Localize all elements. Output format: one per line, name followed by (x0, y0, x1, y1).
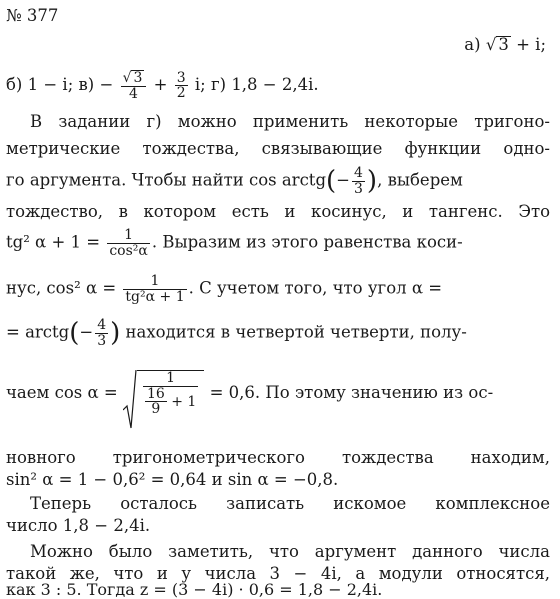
p1-line-3-fraction (352, 166, 365, 196)
p1-line-6 (6, 274, 550, 304)
answer-v2-num: 3 (176, 69, 186, 86)
answer-v-end: i; г) 1,8 − 2,4i. (194, 75, 319, 95)
p1-line-1: В задании г) можно применить некоторые тригоно- (30, 112, 550, 131)
p1-line-3-den: 3 (354, 180, 363, 197)
p3-line-2: такой же, что и у числа 3 − 4i, а модули относятся, (6, 564, 550, 583)
p1-line-5-den: cos²α (109, 242, 148, 259)
p1-line-6-fraction (123, 274, 186, 304)
p1-line-8-num: 1 (143, 371, 198, 387)
problem-number: № 377 (6, 6, 59, 25)
p1-line-5b: . Выразим из этого равенства коси- (151, 232, 463, 252)
p1-line-3-num: 4 (354, 165, 363, 181)
answer-v-fraction-2 (175, 71, 188, 101)
p1-line-10: sin² α = 1 − 0,6² = 0,64 и sin α = −0,8. (6, 470, 339, 489)
p1-line-9: новного тригонометрического тождества находим, (6, 448, 550, 467)
p1-line-7-fraction (95, 318, 108, 348)
p1-line-8 (6, 370, 550, 417)
p1-line-7: = arctg(− $\frac{4}{3}$ ) находится в четвертой четверти, полу- (6, 317, 467, 349)
answer-a-root: 3 (498, 35, 509, 54)
answer-v-plus: + (153, 75, 168, 95)
answer-a-label: а) (464, 35, 481, 54)
p1-line-5-num: 1 (107, 228, 150, 244)
p1-line-6-den: tg²α + 1 (125, 288, 185, 305)
p1-line-8a: чаем cos α = (6, 383, 118, 403)
answers-b-v-g (6, 70, 550, 101)
p1-line-8b: = 0,6. По этому значению из ос- (209, 383, 494, 403)
p1-line-8-inner-num: 16 (146, 385, 165, 402)
radical-sign (123, 370, 137, 430)
p1-line-5 (6, 228, 550, 258)
p3-line-3: как 3 : 5. Тогда z = (3 − 4i) · 0,6 = 1,8 − 2,4i. (6, 580, 383, 599)
p1-line-8-sqrt (123, 370, 204, 417)
p1-line-5-fraction (107, 228, 150, 258)
p1-line-3: го аргумента. Чтобы найти cos arctg(− $\frac{4}{3}$ ), выберем (6, 165, 463, 197)
p1-line-3a: го аргумента. Чтобы найти cos arctg (6, 170, 327, 190)
p3-line-1: Можно было заметить, что аргумент данного числа (30, 542, 550, 561)
p1-line-6-num: 1 (123, 274, 186, 290)
answer-v-root: 3 (133, 70, 143, 86)
answer-a-rest: + i; (516, 35, 546, 54)
p1-line-8-plus: + 1 (171, 393, 197, 410)
p1-line-4: тождество, в котором есть и косинус, и тангенс. Это (6, 202, 550, 221)
answer-v-fraction-1: $\frac{√ 3}{4}$ (121, 70, 147, 101)
answer-v2-den: 2 (176, 85, 186, 102)
p1-line-7-den: 3 (97, 332, 107, 349)
p1-line-6b: . С учетом того, что угол α = (188, 278, 443, 298)
p2-line-1: Теперь осталось записать искомое комплексное (30, 494, 550, 513)
p1-line-7a: = arctg (6, 322, 70, 342)
p1-line-7b: находится в четвертой четверти, полу- (125, 322, 467, 342)
p2-line-2: число 1,8 − 2,4i. (6, 516, 151, 535)
p1-line-6a: нус, cos² α = (6, 278, 117, 298)
p1-line-3b: , выберем (377, 170, 463, 190)
p1-line-2: метрические тождества, связывающие функции одно- (6, 139, 550, 158)
answer-b-label: б) 1 − i; в) − (6, 75, 114, 95)
answer-a: а) √ 3 + i; (464, 35, 546, 54)
p1-line-5a: tg² α + 1 = (6, 232, 101, 252)
p1-line-8-den (143, 387, 198, 417)
p1-line-8-inner-den: 9 (151, 401, 161, 418)
answer-v-den: 4 (129, 85, 138, 102)
p1-line-7-num: 4 (97, 317, 107, 333)
p1-line-8-fraction (143, 371, 198, 417)
